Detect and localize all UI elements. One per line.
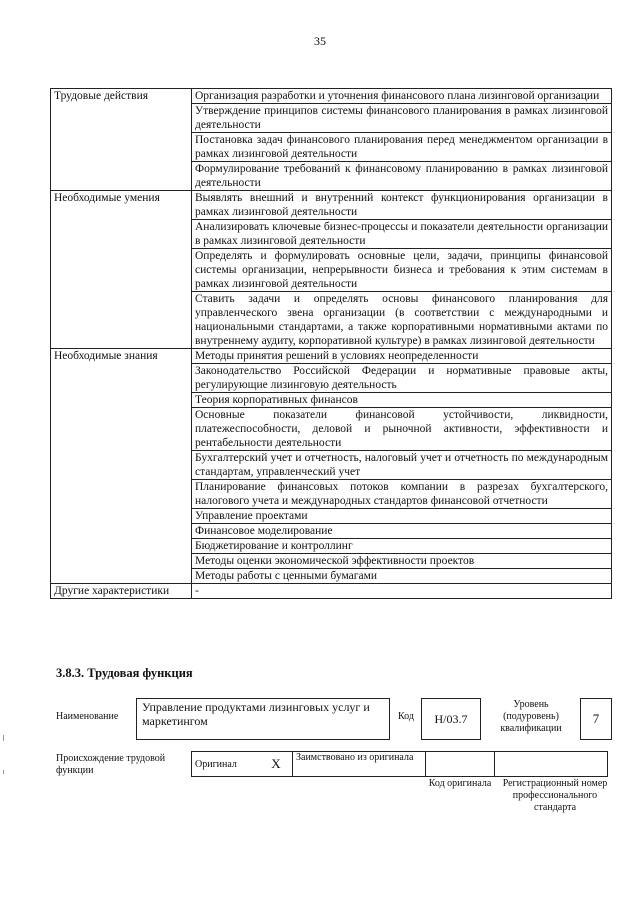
registration-number-caption: Регистрационный номер профессионального стандарта xyxy=(502,778,608,813)
registration-number-cell xyxy=(495,752,608,777)
item-cell: Финансовое моделирование xyxy=(192,524,612,539)
name-label: Наименование xyxy=(56,711,119,722)
original-code-cell xyxy=(426,752,495,777)
item-cell: Законодательство Российской Федерации и нормативные правовые акты, регулирующие лизинговую деятельность xyxy=(192,364,612,393)
item-cell: Теория корпоративных финансов xyxy=(192,393,612,408)
item-cell: Утверждение принципов системы финансового планирования в рамках лизинговой деятельности xyxy=(192,104,612,133)
item-cell: Основные показатели финансовой устойчивости, ликвидности, платежеспособности, деловой и рыночной активности, эффективности и рентабельности деятельности xyxy=(192,408,612,451)
item-cell: Организация разработки и уточнения финансового плана лизинговой организации xyxy=(192,89,612,104)
table-row xyxy=(51,191,612,220)
item-cell: Выявлять внешний и внутренний контекст функционирования организации в рамках лизинговой деятельности xyxy=(192,191,612,220)
borrowed-label: Заимствовано из оригинала xyxy=(293,752,426,777)
category-cell: Трудовые действия xyxy=(51,89,192,191)
item-cell: Планирование финансовых потоков компании в разрезах бухгалтерского, налогового учета и международных стандартов финансовой отчетности xyxy=(192,480,612,509)
table-row xyxy=(51,89,612,104)
item-cell: Управление проектами xyxy=(192,509,612,524)
item-cell: - xyxy=(192,584,612,599)
function-code: H/03.7 xyxy=(421,698,481,740)
scan-mark xyxy=(3,735,4,741)
origin-table xyxy=(191,751,608,777)
scan-mark xyxy=(3,770,4,774)
code-label: Код xyxy=(398,711,414,722)
original-mark: X xyxy=(260,752,293,777)
table-row xyxy=(51,584,612,599)
item-cell: Методы принятия решений в условиях неопределенности xyxy=(192,349,612,364)
item-cell: Бухгалтерский учет и отчетность, налоговый учет и отчетность по международным стандартам, управленческий учет xyxy=(192,451,612,480)
level-label: Уровень (подуровень) квалификации xyxy=(500,699,562,734)
category-cell: Другие характеристики xyxy=(51,584,192,599)
item-cell: Методы работы с ценными бумагами xyxy=(192,569,612,584)
category-cell: Необходимые знания xyxy=(51,349,192,584)
category-cell: Необходимые умения xyxy=(51,191,192,349)
qualification-level: 7 xyxy=(580,698,612,740)
item-cell: Формулирование требований к финансовому планированию в рамках лизинговой деятельности xyxy=(192,162,612,191)
item-cell: Анализировать ключевые бизнес-процессы и показатели деятельности организации в рамках лизинговой деятельности xyxy=(192,220,612,249)
requirements-table xyxy=(50,88,612,599)
original-label: Оригинал xyxy=(192,752,261,777)
section-title: 3.8.3. Трудовая функция xyxy=(56,666,193,680)
table-row xyxy=(51,349,612,364)
item-cell: Ставить задачи и определять основы финансового планирования для управленческого звена организации (в соответствии с международными и национальными стандартами, а также корпоративными нормативными актами по внутреннему аудиту, корпоративной культуре) в рамках лизинговой деятельности xyxy=(192,292,612,349)
item-cell: Методы оценки экономической эффективности проектов xyxy=(192,554,612,569)
function-name: Управление продуктами лизинговых услуг и маркетингом xyxy=(136,698,390,740)
item-cell: Постановка задач финансового планирования перед менеджментом организации в рамках лизинговой деятельности xyxy=(192,133,612,162)
page-number: 35 xyxy=(314,34,326,48)
original-code-caption: Код оригинала xyxy=(428,778,492,789)
item-cell: Бюджетирование и контроллинг xyxy=(192,539,612,554)
item-cell: Определять и формулировать основные цели, задачи, принципы финансовой системы организации, непрерывности бизнеса и требования к этим системам в рамках лизинговой деятельности xyxy=(192,249,612,292)
origin-label: Происхождение трудовой функции xyxy=(56,753,166,776)
